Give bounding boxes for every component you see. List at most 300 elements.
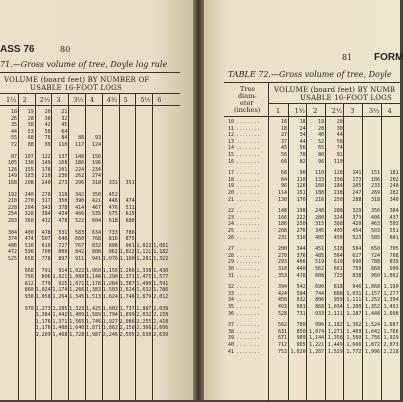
left-table-cell: 88 [78, 135, 85, 142]
left-table-cell: 64 [61, 128, 68, 135]
right-diameter-label: 17 [228, 170, 235, 177]
left-table-cell: 178 [41, 166, 51, 173]
right-table-cell: 1,929 [383, 335, 399, 342]
right-table-cell: 909 [389, 266, 399, 272]
right-table-cell: 1,996 [364, 348, 380, 355]
left-header-bottom-rule [0, 105, 180, 106]
left-table-cell: 1,746 [119, 294, 135, 300]
right-table-cell: 200 [277, 246, 287, 253]
right-table-cell: 188 [315, 190, 325, 196]
left-table-cell: 1,503 [102, 287, 118, 294]
left-table-cell: 1,176 [35, 318, 51, 325]
right-diameter-label: 27 [228, 246, 235, 253]
left-table-cell: 342 [75, 191, 85, 198]
right-leader-dots: ........ [236, 335, 261, 342]
right-table-cell: 868 [315, 304, 325, 310]
right-table-cell: 519 [315, 259, 325, 266]
left-table-cell: 688 [125, 218, 135, 224]
left-table-cell: 317 [41, 198, 51, 205]
right-table-cell: 110 [296, 176, 306, 183]
left-table-cell: 1,489 [69, 312, 85, 319]
left-table-cell: 786 [125, 229, 135, 236]
right-table-cell: 818 [333, 284, 343, 291]
left-table-cell: 610 [41, 242, 51, 249]
left-table-cell: 1,640 [69, 325, 85, 332]
left-table-cell: 126 [7, 166, 17, 173]
right-table-cell: 394 [277, 284, 287, 291]
right-table-cell: 368 [333, 221, 343, 228]
right-table-cell: 1,271 [327, 328, 343, 335]
right-table-cell: 838 [352, 272, 362, 279]
right-table-cell: 1,252 [364, 297, 380, 304]
right-table-cell: 288 [352, 196, 362, 203]
left-table-cell: 270 [24, 198, 34, 205]
right-table-cell: 1,287 [346, 310, 362, 317]
left-table-cell: 2,505 [119, 332, 135, 338]
right-column-header: 2½ [331, 107, 343, 115]
left-table-cell: 240 [41, 180, 51, 186]
left-table-cell: 476 [108, 204, 118, 211]
right-leader-dots: ........ [236, 176, 261, 183]
right-table-cell: 753 [277, 348, 287, 355]
left-table-cell: 1,887 [136, 305, 152, 312]
left-volume-subheader: USABLE 16-FOOT LOGS [30, 84, 122, 92]
right-table-cell: 344 [296, 246, 306, 253]
right-diameter-label: 32 [228, 284, 235, 291]
right-table-cell: 780 [296, 322, 306, 329]
left-table-cell: 318 [91, 180, 101, 186]
left-table-cell: 28 [27, 115, 34, 122]
right-diameter-label: 35 [228, 304, 235, 310]
left-table-cell: 1,794 [102, 312, 118, 319]
left-table-cell: 68 [27, 135, 34, 142]
right-leader-dots: ........ [236, 183, 261, 190]
left-table-cell: 896 [41, 274, 51, 281]
right-dbh-column-rule [268, 82, 269, 402]
left-table-cell: 583 [75, 229, 85, 236]
right-table-cell: 269 [370, 190, 380, 196]
right-table-cell: 671 [277, 335, 287, 342]
left-table-cell: 1,728 [69, 332, 85, 338]
right-table-cell: 270 [277, 252, 287, 259]
left-table-cell: 472 [7, 249, 17, 256]
right-table-cell: 184 [333, 183, 343, 190]
left-table-cell: 400 [24, 229, 34, 236]
left-table-cell: 434 [58, 211, 68, 218]
right-table-cell: 315 [315, 221, 325, 228]
left-table-cell: 812 [24, 280, 34, 287]
right-table-cell: 66 [280, 158, 287, 165]
right-table-cell: 406 [370, 214, 380, 221]
right-diameter-label: 25 [228, 228, 235, 234]
left-table-cell: 149 [41, 160, 51, 167]
right-table-cell: 181 [389, 170, 399, 177]
left-table-cell: 970 [24, 305, 34, 312]
left-table-cell: 842 [75, 249, 85, 256]
right-table-cell: 28 [318, 125, 325, 132]
right-table-cell: 276 [296, 228, 306, 234]
left-table-cell: 1,156 [102, 267, 118, 274]
right-table-cell: 151 [370, 170, 380, 177]
right-table-cell: 186 [370, 176, 380, 183]
right-table-cell: 56 [280, 152, 287, 158]
right-table-cell: 724 [370, 252, 380, 259]
left-table-cell: 2,158 [153, 312, 169, 319]
right-table-cell: 839 [389, 259, 399, 266]
left-table-cell: 343 [41, 204, 51, 211]
right-leader-dots: ........ [236, 284, 261, 291]
right-table-cell: 965 [296, 342, 306, 348]
left-table-cell: 228 [7, 204, 17, 211]
right-table-cell: 329 [352, 208, 362, 215]
right-table-cell: 18 [299, 119, 306, 125]
left-table-cell: 350 [58, 198, 68, 205]
left-table-cell: 525 [7, 256, 17, 262]
left-table-cell: 914 [58, 267, 68, 274]
right-table-cell: 247 [352, 190, 362, 196]
right-table-cell: 1,469 [346, 328, 362, 335]
right-diameter-label: 12 [228, 132, 235, 139]
left-table-cell: 137 [58, 153, 68, 160]
left-table-cell: 99 [44, 142, 51, 148]
right-table-cell: 1,772 [346, 348, 362, 355]
right-table-cell: 110 [315, 170, 325, 177]
right-table-cell: 608 [315, 272, 325, 279]
right-table-cell: 68 [280, 170, 287, 177]
right-table-cell: 166 [277, 214, 287, 221]
left-table-cell: 208 [24, 180, 34, 186]
left-table-cell: 1,281 [136, 256, 152, 262]
left-table-cell: 1,737 [119, 305, 135, 312]
right-table-cell: 24 [299, 125, 306, 132]
left-table-cell: 478 [41, 229, 51, 236]
right-table-cell: 1,642 [364, 328, 380, 335]
left-column-header: 4 [90, 96, 95, 104]
left-table-cell: 1,146 [86, 274, 102, 281]
left-table-cell: 32 [61, 115, 68, 122]
right-table-cell: 523 [352, 234, 362, 241]
right-table-cell: 564 [333, 252, 343, 259]
right-leader-dots: ........ [236, 138, 261, 145]
right-dbh-header-3: eter [240, 99, 254, 107]
right-leader-dots: ........ [236, 246, 261, 253]
right-table-cell: 1,560 [346, 335, 362, 342]
left-table-cell: 1,408 [52, 325, 68, 332]
left-table-cell: 911 [75, 256, 85, 262]
right-leader-dots: ........ [236, 145, 261, 152]
left-table-cell: 1,021 [52, 274, 68, 281]
right-table-cell: 1,287 [309, 348, 325, 355]
right-table-cell: 44 [299, 138, 306, 145]
right-table-cell: 1,002 [383, 272, 399, 279]
left-table-cell: 378 [58, 204, 68, 211]
left-table-cell: 511 [125, 204, 135, 211]
right-table-cell: 133 [315, 176, 325, 183]
left-table-cell: 26 [10, 115, 17, 122]
left-table-cell: 1,927 [102, 318, 118, 325]
left-table-cell: 1,174 [52, 287, 68, 294]
left-table-cell: 156 [91, 153, 101, 160]
left-table-cell: 962 [108, 249, 118, 256]
right-leader-dots: ........ [236, 322, 261, 329]
right-leader-dots: ........ [236, 272, 261, 279]
right-table-cell: 318 [277, 266, 287, 272]
right-table-cell: 96 [280, 183, 287, 190]
right-diameter-label: 16 [228, 158, 235, 165]
left-table-cell: 350 [91, 191, 101, 198]
right-table-cell: 1,492 [383, 304, 399, 310]
right-table-cell: 601 [389, 234, 399, 241]
left-table-cell: 535 [91, 211, 101, 218]
right-column-header: 3½ [369, 107, 380, 115]
right-table-cell: 340 [389, 196, 399, 203]
right-table-cell: 30 [336, 125, 343, 132]
left-table-cell: 21 [61, 109, 68, 115]
right-table-cell: 40 [318, 132, 325, 139]
left-table-cell: 1,987 [86, 332, 102, 338]
left-table-cell: 2,246 [102, 332, 118, 338]
right-table-cell: 2,218 [383, 348, 399, 355]
left-table-cell: 2,039 [153, 305, 169, 312]
right-table-cell: 1,182 [327, 322, 343, 329]
right-running-header: FORM [374, 52, 403, 63]
left-table-cell: 186 [75, 160, 85, 167]
left-table-cell: 45 [61, 122, 68, 129]
right-table-cell: 173 [352, 176, 362, 183]
right-leader-dots: ........ [236, 259, 261, 266]
right-table-cell: 216 [315, 196, 325, 203]
right-table-cell: 74 [336, 145, 343, 152]
right-table-cell: 551 [389, 228, 399, 234]
right-table-cell: 1,157 [364, 290, 380, 297]
left-table-cell: 1,160 [119, 256, 135, 262]
right-table-cell: 231 [277, 234, 287, 241]
right-table-cell: 960 [370, 272, 380, 279]
left-table-cell: 2,606 [153, 325, 169, 332]
left-table-cell: 2,150 [119, 325, 135, 332]
right-leader-dots: ........ [236, 290, 261, 297]
left-table-cell: 107 [24, 153, 34, 160]
right-table-cell: 384 [389, 208, 399, 215]
right-dbh-header-2: diam- [238, 92, 257, 100]
right-table-cell: 959 [333, 297, 343, 304]
left-table-cell: 1,371 [52, 318, 68, 325]
right-table-cell: 1,687 [383, 322, 399, 329]
right-diameter-label: 26 [228, 234, 235, 241]
left-table-cell: 816 [108, 236, 118, 243]
left-table-cell: 318 [58, 191, 68, 198]
left-column-header: 3½ [73, 96, 84, 104]
right-table-cell: 2,073 [383, 342, 399, 348]
right-table-cell: 888 [333, 290, 343, 297]
right-table-cell: 712 [277, 342, 287, 348]
left-table-caption: 71.—Gross volume of tree, Doyle log rule [0, 60, 168, 69]
left-table-cell: 87 [10, 153, 17, 160]
left-table-cell: 668 [24, 267, 34, 274]
left-table-cell: 53 [27, 128, 34, 135]
left-table-cell: 767 [75, 242, 85, 249]
left-table-cell: 1,338 [136, 267, 152, 274]
right-leader-dots: ........ [236, 152, 261, 158]
right-table-cell: 946 [352, 284, 362, 291]
right-table-cell: 1,666 [346, 342, 362, 348]
left-table-cell: 452 [108, 191, 118, 198]
right-table-cell: 850 [296, 328, 306, 335]
left-column-header: 3 [56, 96, 61, 104]
right-table-cell: 90 [299, 170, 306, 177]
left-table-cell: 1,371 [119, 274, 135, 281]
left-column-header: 2½ [39, 96, 51, 104]
right-leader-dots: ........ [236, 228, 261, 234]
left-table-cell: 1,081 [153, 242, 169, 249]
right-table-cell: 1,394 [383, 297, 399, 304]
left-table-cell: 768 [91, 236, 101, 243]
left-table-cell: 38 [27, 122, 34, 129]
right-leader-dots: ........ [236, 190, 261, 196]
right-table-cell: 233 [370, 183, 380, 190]
left-table-cell: 328 [24, 211, 34, 218]
right-table-cell: 141 [352, 170, 362, 177]
left-table-cell: 168 [58, 160, 68, 167]
right-table-cell: 933 [315, 310, 325, 317]
left-table-cell: 2,012 [153, 294, 169, 300]
left-table-cell: 1,322 [153, 256, 169, 262]
right-leader-dots: ........ [236, 221, 261, 228]
right-diameter-label: 21 [228, 196, 235, 203]
right-leader-dots: ........ [236, 132, 261, 139]
right-table-cell: 405 [333, 228, 343, 234]
right-table-cell: 248 [315, 208, 325, 215]
right-leader-dots: ........ [236, 297, 261, 304]
left-table-cell: 1,182 [153, 249, 169, 256]
left-table-cell: 596 [24, 249, 34, 256]
left-table-cell: 421 [91, 198, 101, 205]
left-table-cell: 72 [10, 142, 17, 148]
right-diameter-label: 11 [228, 125, 235, 132]
right-table-cell: 288 [333, 208, 343, 215]
right-table-cell: 1,277 [383, 290, 399, 297]
left-table-cell: 1,178 [86, 280, 102, 287]
right-table-cell: 1,111 [346, 297, 362, 304]
left-table-cell: 467 [91, 204, 101, 211]
left-table-cell: 283 [7, 218, 17, 224]
right-table-cell: 731 [296, 310, 306, 317]
left-table-cell: 474 [24, 236, 34, 243]
left-table-cell: 1,862 [102, 325, 118, 332]
right-table-cell: 1,766 [383, 328, 399, 335]
right-table-cell: 1,034 [327, 304, 343, 310]
left-table-cell: 1,624 [119, 287, 135, 294]
left-table-cell: 733 [108, 229, 118, 236]
left-table-cell: 604 [91, 218, 101, 224]
left-table-cell: 414 [75, 204, 85, 211]
right-table-cell: 114 [277, 190, 287, 196]
right-table-cell: 160 [315, 183, 325, 190]
left-table-cell: 44 [10, 128, 17, 135]
right-diameter-label: 28 [228, 252, 235, 259]
left-volume-header: VOLUME (board feet) BY NUMBER OF [4, 76, 150, 84]
left-table-cell: 516 [24, 242, 34, 249]
right-table-cell: 690 [315, 284, 325, 291]
left-table-cell: 1,058 [35, 294, 51, 300]
right-table-cell: 458 [333, 234, 343, 241]
left-table-cell: 76 [44, 135, 51, 142]
right-table-cell: 661 [333, 266, 343, 272]
left-table-cell: 1,290 [102, 274, 118, 281]
right-table-cell: 909 [296, 335, 306, 342]
left-table-cell: 1,786 [153, 287, 169, 294]
left-table-cell: 1,088 [69, 274, 85, 281]
right-table-cell: 584 [296, 290, 306, 297]
left-table-cell: 390 [75, 198, 85, 205]
left-table-cell: 1,871 [86, 325, 102, 332]
left-table-cell: 1,273 [35, 305, 51, 312]
left-table-cell: 117 [75, 142, 85, 148]
right-leader-dots: ........ [236, 348, 261, 355]
left-table-top-rule [0, 72, 180, 73]
left-table-cell: 791 [41, 267, 51, 274]
right-table-cell: 16 [280, 119, 287, 125]
left-table-cell: 1,490 [136, 280, 152, 287]
right-table-cell: 806 [315, 297, 325, 304]
left-table-cell: 727 [58, 242, 68, 249]
right-table-cell: 788 [370, 259, 380, 266]
right-diameter-label: 10 [228, 119, 235, 125]
right-leader-dots: ........ [236, 196, 261, 203]
right-table-cell: 1,449 [327, 342, 343, 348]
left-table-cell: 941 [91, 256, 101, 262]
right-table-cell: 353 [277, 272, 287, 279]
right-column-header: 1½ [294, 107, 306, 115]
left-table-cell: 507 [41, 236, 51, 243]
right-table-cell: 485 [315, 252, 325, 259]
left-column-header: 1½ [6, 96, 17, 104]
left-table-cell: 210 [7, 198, 17, 205]
right-table-cell: 324 [333, 214, 343, 221]
right-table-cell: 44 [336, 132, 343, 139]
right-diameter-label: 33 [228, 290, 235, 297]
right-leader-dots: ........ [236, 125, 261, 132]
right-table-cell: 1,872 [364, 342, 380, 348]
right-diameter-label: 23 [228, 214, 235, 221]
right-table-cell: 84 [280, 176, 287, 183]
right-table-cell: 373 [352, 214, 362, 221]
left-table-cell: 240 [24, 191, 34, 198]
right-table-cell: 463 [370, 221, 380, 228]
left-table-cell: 531 [58, 229, 68, 236]
left-table-cell: 196 [91, 160, 101, 167]
left-table-cell: 1,266 [69, 287, 85, 294]
left-table-cell: 2,639 [153, 332, 169, 338]
left-table-cell: 124 [91, 142, 101, 148]
left-table-cell: 192 [7, 191, 17, 198]
left-column-header: 5½ [140, 96, 151, 104]
right-diameter-label: 30 [228, 266, 235, 272]
right-table-cell: 503 [389, 221, 399, 228]
left-table-cell: 1,323 [69, 305, 85, 312]
right-leader-dots: ........ [236, 158, 261, 165]
right-table-cell: 345 [315, 228, 325, 234]
left-table-cell: 210 [41, 173, 51, 180]
right-table-cell: 584 [352, 246, 362, 253]
left-table-cell: 294 [24, 204, 34, 211]
right-table-cell: 1,200 [346, 304, 362, 310]
left-table-cell: 448 [108, 198, 118, 205]
left-table-cell: 1,591 [153, 280, 169, 287]
left-table-cell: 148 [75, 153, 85, 160]
right-diameter-label: 18 [228, 176, 235, 183]
right-table-cell: 610 [333, 259, 343, 266]
